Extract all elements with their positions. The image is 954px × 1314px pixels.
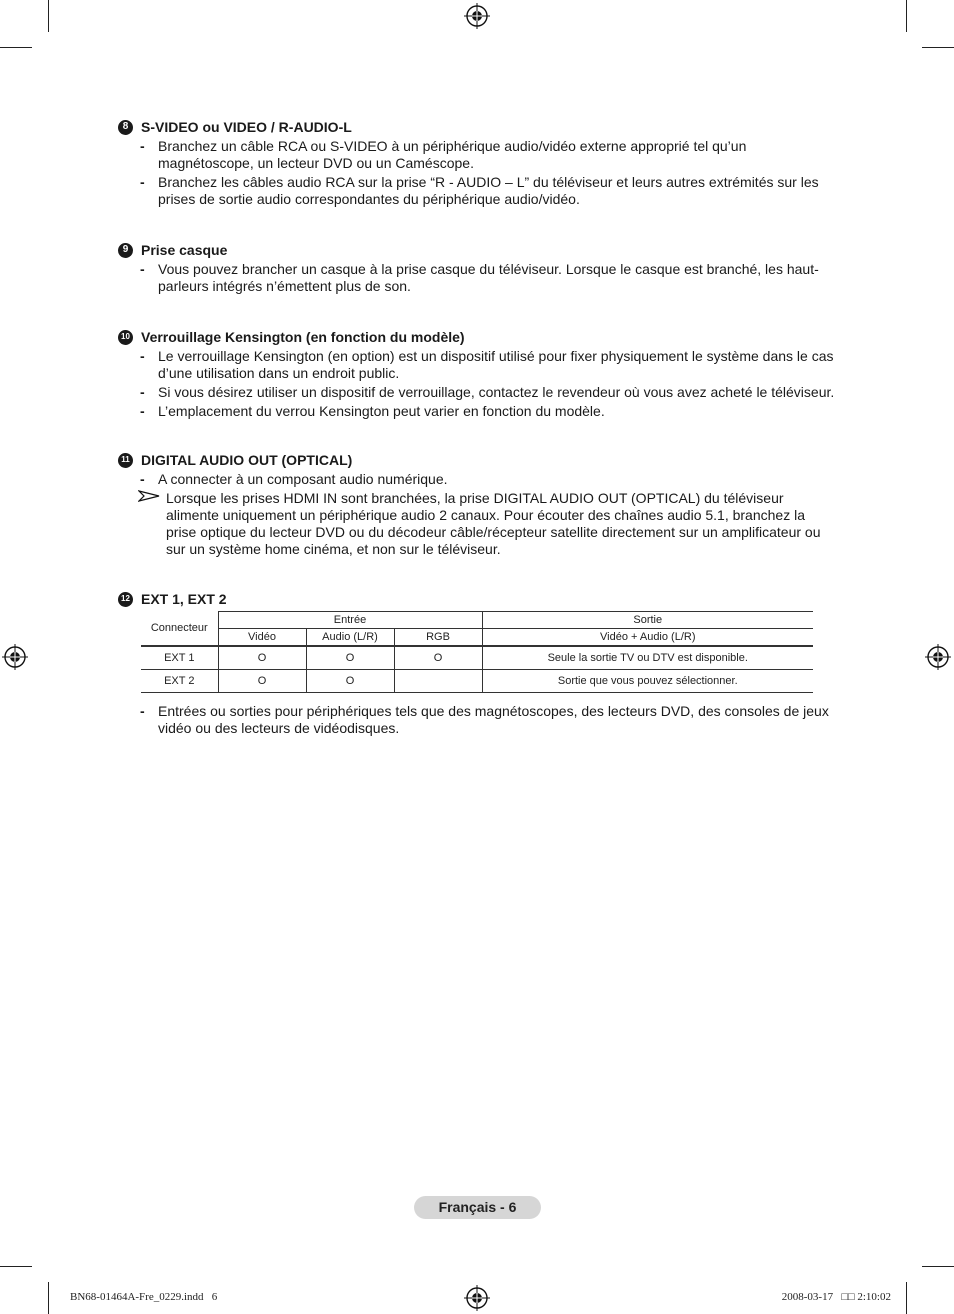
section-title: EXT 1, EXT 2	[141, 591, 227, 607]
list-item: - A connecter à un composant audio numérique.	[140, 471, 448, 487]
crop-mark	[48, 1282, 49, 1314]
section-s-video	[118, 118, 838, 208]
table-subheader: Audio (L/R)	[306, 629, 394, 647]
section-number-badge: 12	[118, 592, 133, 607]
table-subheader: Vidéo	[218, 629, 306, 647]
crop-mark	[922, 1266, 954, 1267]
section-ext	[118, 590, 838, 608]
section-heading	[118, 241, 838, 259]
table-cell: O	[306, 670, 394, 693]
section-number-badge: 11	[118, 453, 133, 468]
crop-mark	[0, 47, 32, 48]
section-title: Verrouillage Kensington (en fonction du modèle)	[141, 329, 465, 345]
table-cell: Seule la sortie TV ou DTV est disponible.	[482, 646, 813, 670]
table-cell	[394, 670, 482, 693]
table-cell: EXT 2	[141, 670, 218, 693]
table-row	[141, 670, 813, 693]
section-title: DIGITAL AUDIO OUT (OPTICAL)	[141, 452, 353, 468]
section-heading	[118, 118, 838, 136]
section-prise-casque	[118, 241, 838, 295]
section-digital-audio-out	[118, 451, 838, 558]
note: Lorsque les prises HDMI IN sont branchées, la prise DIGITAL AUDIO OUT (OPTICAL) du téléviseur alimente uniquement un périphérique audio 2 canaux. Pour écouter des chaînes audio 5.1, branchez la prise optique du lecteur DVD ou du décodeur câble/récepteur satellite directement sur un amplificateur ou sur un système home cinéma, et non sur le téléviseur.	[118, 490, 838, 558]
note-arrow-icon	[138, 489, 160, 503]
table-header-entree: Entrée	[218, 612, 482, 629]
section-ext-notes	[118, 701, 838, 737]
footer-file-info: BN68-01464A-Fre_0229.indd 6	[70, 1291, 218, 1303]
section-title: S-VIDEO ou VIDEO / R-AUDIO-L	[141, 119, 352, 135]
registration-mark-icon	[464, 1285, 490, 1311]
registration-mark-icon	[464, 3, 490, 29]
section-number-badge: 9	[118, 243, 133, 258]
list-item: - Si vous désirez utiliser un dispositif de verrouillage, contactez le revendeur où vous avez acheté le téléviseur.	[140, 384, 835, 400]
table-cell: O	[218, 670, 306, 693]
table-cell: O	[218, 646, 306, 670]
list-item: - Branchez un câble RCA ou S-VIDEO à un périphérique audio/vidéo externe approprié tel qu’un magnétoscope, un lecteur DVD ou un Caméscope.	[140, 138, 747, 171]
table-cell: O	[394, 646, 482, 670]
table-cell: Sortie que vous pouvez sélectionner.	[482, 670, 813, 693]
list-item: - Branchez les câbles audio RCA sur la prise “R - AUDIO – L” du téléviseur et leurs autres extrémités sur les prises de sortie audio correspondantes du périphérique audio/vidéo.	[140, 174, 819, 207]
registration-mark-icon	[2, 644, 28, 670]
list-item: - Entrées ou sorties pour périphériques tels que des magnétoscopes, des lecteurs DVD, des consoles de jeux vidéo ou des lecteurs de vidéodisques.	[140, 703, 829, 736]
registration-mark-icon	[925, 644, 951, 670]
ext-connector-table	[141, 611, 813, 693]
section-title: Prise casque	[141, 242, 228, 258]
section-number-badge: 8	[118, 120, 133, 135]
table-cell: O	[306, 646, 394, 670]
section-heading	[118, 328, 838, 346]
crop-mark	[906, 1282, 907, 1314]
page-number-label: Français - 6	[414, 1196, 541, 1219]
list-item: - Vous pouvez brancher un casque à la prise casque du téléviseur. Lorsque le casque est branché, les haut-parleurs intégrés n’émettent plus de son.	[140, 261, 819, 294]
table-header-connecteur: Connecteur	[141, 612, 218, 647]
section-kensington	[118, 328, 838, 420]
section-heading	[118, 590, 838, 608]
list-item: - L’emplacement du verrou Kensington peut varier en fonction du modèle.	[140, 403, 605, 419]
section-number-badge: 10	[118, 330, 133, 345]
crop-mark	[922, 47, 954, 48]
crop-mark	[0, 1266, 32, 1267]
crop-mark	[906, 0, 907, 32]
table-header-sortie: Sortie	[482, 612, 813, 629]
crop-mark	[48, 0, 49, 32]
list-item: - Le verrouillage Kensington (en option) est un dispositif utilisé pour fixer physiquement le système dans le cas d’une utilisation dans un endroit public.	[140, 348, 834, 381]
table-subheader: RGB	[394, 629, 482, 647]
footer-timestamp: 2008-03-17 □□ 2:10:02	[781, 1291, 891, 1303]
table-cell: EXT 1	[141, 646, 218, 670]
section-heading	[118, 451, 838, 469]
table-row	[141, 646, 813, 670]
table-subheader: Vidéo + Audio (L/R)	[482, 629, 813, 647]
